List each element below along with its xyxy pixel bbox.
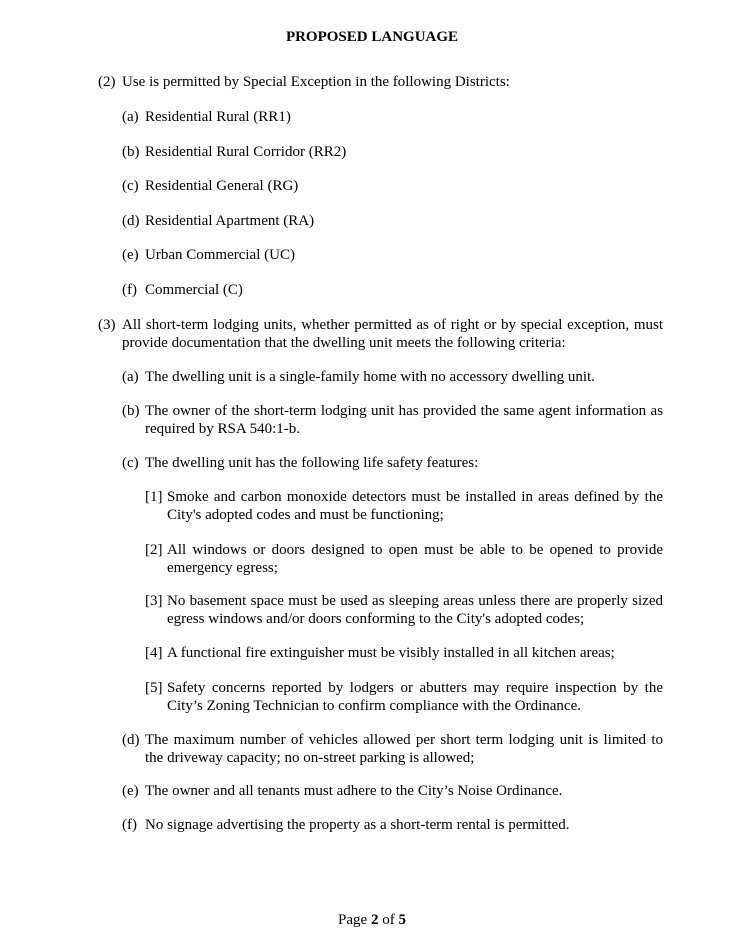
footer-prefix: Page xyxy=(338,912,371,928)
list-item-text: All windows or doors designed to open must be able to be opened to provide emergency egress; xyxy=(167,542,663,576)
list-item-text: Residential Rural Corridor (RR2) xyxy=(145,144,347,160)
list-item xyxy=(122,403,663,438)
list-item-label: (b) xyxy=(122,144,140,160)
list-item xyxy=(145,645,663,663)
list-item-text: The dwelling unit has the following life safety features: xyxy=(145,455,479,471)
page-footer xyxy=(0,912,744,930)
list-item xyxy=(122,178,663,196)
list-item-label: [2] xyxy=(145,542,163,558)
list-item-label: (a) xyxy=(122,109,139,125)
list-item-text: No signage advertising the property as a short-term rental is permitted. xyxy=(145,817,570,833)
list-item-label: (f) xyxy=(122,817,137,833)
list-item-label: [5] xyxy=(145,680,163,696)
current-page: 2 xyxy=(370,912,379,928)
list-item-text: The maximum number of vehicles allowed per short term lodging unit is limited to the driveway capacity; no on-street parking is allowed; xyxy=(145,732,663,766)
list-item-label: (b) xyxy=(122,403,140,419)
list-item-text: Residential Rural (RR1) xyxy=(145,109,291,125)
list-item xyxy=(122,369,663,387)
list-item-text: Residential General (RG) xyxy=(145,178,299,194)
list-item-label: (d) xyxy=(122,732,140,748)
list-item-label: (c) xyxy=(122,178,139,194)
page-title: PROPOSED LANGUAGE xyxy=(285,29,459,45)
list-item-label: (f) xyxy=(122,282,137,298)
list-item-label: (3) xyxy=(98,317,116,333)
list-item-text: Smoke and carbon monoxide detectors must be installed in areas defined by the City's adopted codes and must be functioning; xyxy=(167,489,663,523)
list-item-text: The owner and all tenants must adhere to the City’s Noise Ordinance. xyxy=(145,783,563,799)
list-item xyxy=(122,213,663,231)
list-item-label: (e) xyxy=(122,247,139,263)
list-item-text: Urban Commercial (UC) xyxy=(145,247,295,263)
list-item-text: Safety concerns reported by lodgers or abutters may require inspection by the City’s Zoning Technician to confirm compliance with the Ordinance. xyxy=(167,680,663,714)
list-item xyxy=(145,680,663,715)
footer-of: of xyxy=(378,912,399,928)
list-item-label: (d) xyxy=(122,213,140,229)
list-item xyxy=(122,144,663,162)
list-item-label: [4] xyxy=(145,645,163,661)
list-item-label: (c) xyxy=(122,455,139,471)
list-item xyxy=(122,282,663,300)
list-item-text: Commercial (C) xyxy=(145,282,243,298)
list-item xyxy=(145,542,663,577)
list-item xyxy=(122,109,663,127)
list-item xyxy=(122,817,663,835)
list-item-text: All short-term lodging units, whether permitted as of right or by special exception, must provide documentation that the dwelling unit meets the following criteria: xyxy=(122,317,663,351)
list-item-label: (a) xyxy=(122,369,139,385)
list-item xyxy=(122,455,663,473)
list-item-label: (2) xyxy=(98,74,116,90)
list-item xyxy=(98,317,663,352)
list-item xyxy=(122,247,663,265)
list-item-label: (e) xyxy=(122,783,139,799)
total-pages: 5 xyxy=(398,912,406,928)
list-item xyxy=(145,593,663,628)
list-item-text: The owner of the short-term lodging unit has provided the same agent information as required by RSA 540:1-b. xyxy=(145,403,663,437)
list-item-text: Use is permitted by Special Exception in the following Districts: xyxy=(122,74,510,90)
list-item-text: The dwelling unit is a single-family home with no accessory dwelling unit. xyxy=(145,369,595,385)
list-item-text: No basement space must be used as sleeping areas unless there are properly sized egress windows and/or doors conforming to the City's adopted codes; xyxy=(167,593,663,627)
list-item xyxy=(98,74,663,92)
list-item-text: A functional fire extinguisher must be visibly installed in all kitchen areas; xyxy=(167,645,615,661)
list-item-text: Residential Apartment (RA) xyxy=(145,213,315,229)
list-item xyxy=(145,489,663,524)
list-item-label: [3] xyxy=(145,593,163,609)
list-item xyxy=(122,732,663,767)
list-item xyxy=(122,783,663,801)
list-item-label: [1] xyxy=(145,489,163,505)
